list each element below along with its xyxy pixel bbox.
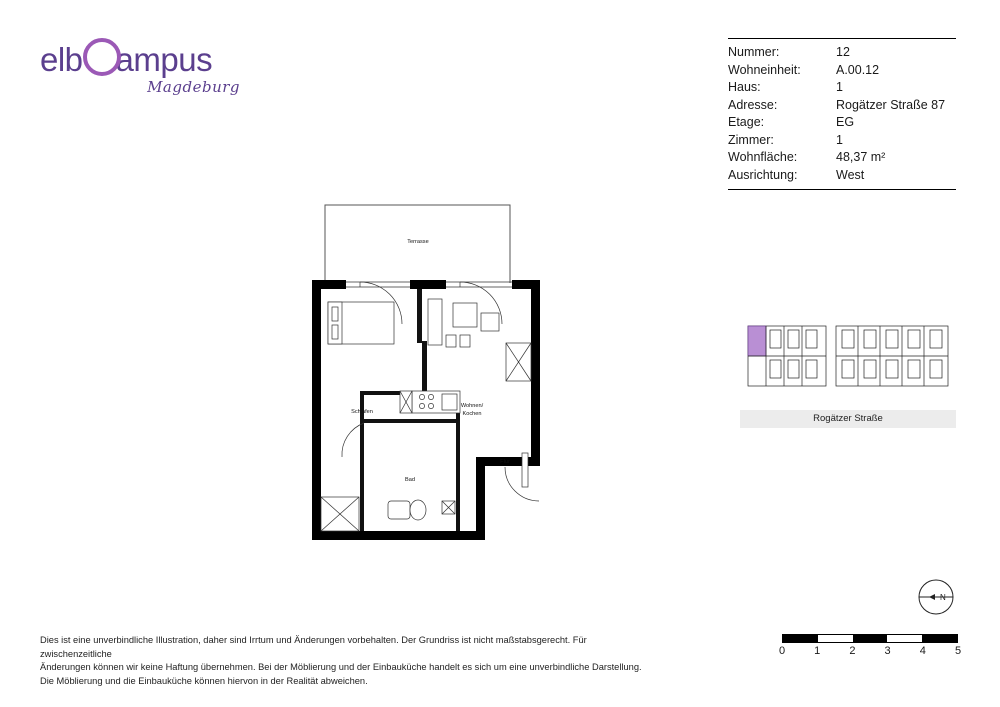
logo-text-ampus: ampus <box>115 41 213 78</box>
logo-wordmark <box>40 38 260 76</box>
info-row-wohneinheit <box>728 62 956 80</box>
brand-logo <box>40 38 260 108</box>
info-key-zimmer: Zimmer: <box>728 132 774 147</box>
furniture-wardrobe-bottom <box>321 497 359 531</box>
unit-info-table <box>728 38 956 190</box>
info-value-zimmer: 1 <box>836 132 843 147</box>
key-plan-svg <box>740 318 956 410</box>
info-value-haus: 1 <box>836 80 843 94</box>
disclaimer-line-3: Die Möblierung und die Einbauküche können hiervon in der Realität abweichen. <box>40 675 368 686</box>
furniture-wardrobe-right <box>506 343 531 381</box>
furniture-hall <box>522 453 528 487</box>
info-row-ausrichtung <box>728 167 956 185</box>
info-key-etage: Etage: <box>728 115 765 129</box>
info-value-wohnflaeche: 48,37 m² <box>836 150 886 164</box>
scale-bar-ticks <box>778 645 962 661</box>
furniture-kitchen <box>400 391 460 413</box>
info-key-wohnflaeche: Wohnfläche: <box>728 150 798 164</box>
scale-bar <box>778 634 962 661</box>
room-label-flur: Flur <box>500 459 510 465</box>
info-value-etage: EG <box>836 115 855 129</box>
disclaimer-line-2: Änderungen können wir keine Haftung übernehmen. Bei der Möblierung und der Einbauküche handelt es sich um eine unverbindliche Darstellung. <box>40 662 642 672</box>
info-row-adresse <box>728 97 956 115</box>
info-value-ausrichtung: West <box>836 167 865 182</box>
scale-tick-4: 4 <box>919 645 926 657</box>
room-label-terrasse: Terrasse <box>407 239 429 245</box>
info-row-zimmer <box>728 132 956 150</box>
compass-label: N <box>940 593 946 602</box>
scale-seg-2 <box>818 635 853 642</box>
room-label-kochen: Kochen <box>462 411 482 417</box>
scale-tick-3: 3 <box>884 645 891 657</box>
room-label-wohnen: Wohnen/ <box>460 403 484 409</box>
scale-tick-5: 5 <box>954 645 962 657</box>
disclaimer-line-1: Dies ist eine unverbindliche Illustration, daher sind Irrtum und Änderungen vorbehalten. Der Grundriss ist nicht maßstabsgerecht. Für zwischenzeitliche <box>40 635 587 659</box>
scale-seg-4 <box>887 635 922 642</box>
furniture-living <box>428 299 499 347</box>
furniture-bathroom <box>388 500 455 520</box>
room-label-schlafen: Schlafen <box>351 409 373 415</box>
info-key-wohneinheit: Wohneinheit: <box>728 62 801 77</box>
info-value-nummer: 12 <box>836 45 850 59</box>
info-key-ausrichtung: Ausrichtung: <box>728 167 798 182</box>
info-key-nummer: Nummer: <box>728 45 780 59</box>
info-value-wohneinheit: A.00.12 <box>836 62 880 77</box>
scale-tick-0: 0 <box>778 645 786 657</box>
scale-seg-3 <box>853 635 888 642</box>
logo-subtitle: Magdeburg <box>147 78 240 96</box>
info-value-adresse: Rogätzer Straße 87 <box>836 97 946 112</box>
scale-bar-segments <box>782 634 958 643</box>
scale-seg-5 <box>922 635 957 642</box>
scale-tick-2: 2 <box>849 645 856 657</box>
furniture-bed <box>328 302 394 344</box>
logo-circle-icon <box>83 38 121 76</box>
floorplan-svg <box>300 195 570 545</box>
logo-text-elb: elb <box>40 41 83 78</box>
info-key-haus: Haus: <box>728 80 761 94</box>
info-row-etage <box>728 114 956 132</box>
info-row-haus <box>728 79 956 97</box>
info-row-wohnflaeche <box>728 149 956 167</box>
info-key-adresse: Adresse: <box>728 97 778 112</box>
scale-seg-1 <box>783 635 818 642</box>
scale-tick-1: 1 <box>814 645 821 657</box>
compass-svg <box>915 576 957 618</box>
compass-icon <box>915 576 957 618</box>
key-plan-street-label: Rogätzer Straße <box>740 410 956 428</box>
floorplan-drawing <box>300 195 570 545</box>
room-label-bad: Bad <box>405 477 415 483</box>
info-row-nummer <box>728 44 956 62</box>
disclaimer-text <box>40 634 660 688</box>
